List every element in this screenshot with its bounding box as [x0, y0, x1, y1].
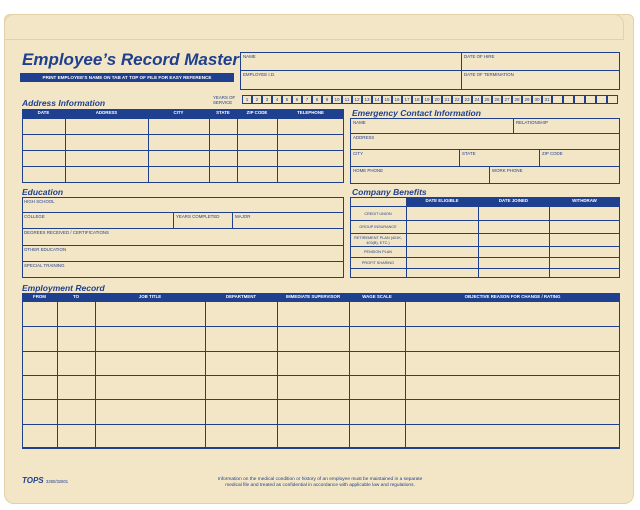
year-box-11[interactable]: 11	[342, 95, 352, 104]
benefits-section-title: Company Benefits	[352, 187, 427, 197]
address-col-city: CITY	[148, 109, 209, 118]
years-of-service-label: YEARS OF SERVICE	[213, 95, 236, 105]
tops-logo: TOPS	[22, 476, 44, 485]
confidentiality-notice: Information on the medical condition or history of an employee must be maintained in a separate medical file and treated as confidential in accordance with applicable law and regulations.	[217, 477, 423, 488]
benefits-col-date-eligible: DATE ELIGIBLE	[406, 197, 478, 206]
employment-row-line	[22, 351, 620, 352]
address-col-divider	[277, 109, 278, 183]
top-fields-box	[240, 52, 620, 90]
year-box-22[interactable]: 22	[452, 95, 462, 104]
employment-col-wage-scale: WAGE SCALE	[349, 293, 405, 302]
major-field[interactable]: MAJOR	[235, 214, 251, 219]
emergency-relationship-field[interactable]: RELATIONSHIP	[516, 120, 548, 125]
year-box-16[interactable]: 16	[392, 95, 402, 104]
address-col-zip-code: ZIP CODE	[237, 109, 277, 118]
model-number: 3280/32801	[46, 479, 69, 484]
benefits-row-line	[350, 206, 620, 207]
benefits-row-line	[350, 268, 620, 269]
year-box-4[interactable]: 4	[272, 95, 282, 104]
employment-col-objective-reason-for-change-rating: OBJECTIVE REASON FOR CHANGE / RATING	[405, 293, 620, 302]
form-title: Employee’s Record Master	[22, 50, 239, 69]
year-box-18[interactable]: 18	[412, 95, 422, 104]
year-box-20[interactable]: 20	[432, 95, 442, 104]
year-box-12[interactable]: 12	[352, 95, 362, 104]
employment-col-divider	[57, 293, 58, 448]
year-box-3[interactable]: 3	[262, 95, 272, 104]
emergency-address-field[interactable]: ADDRESS	[353, 135, 375, 140]
year-box-24[interactable]: 24	[472, 95, 482, 104]
year-box-blank[interactable]	[596, 95, 607, 104]
emergency-work-phone-field[interactable]: WORK PHONE	[492, 168, 523, 173]
year-box-blank[interactable]	[552, 95, 563, 104]
employment-row-line	[22, 375, 620, 376]
benefit-row-label: RETIREMENT PLAN (401K, 403(B), ETC.)	[354, 236, 402, 245]
year-box-6[interactable]: 6	[292, 95, 302, 104]
year-box-8[interactable]: 8	[312, 95, 322, 104]
emergency-state-field[interactable]: STATE	[462, 151, 476, 156]
employment-col-divider	[405, 293, 406, 448]
address-section-title: Address Information	[22, 98, 106, 108]
emergency-name-field[interactable]: NAME	[353, 120, 366, 125]
high-school-field[interactable]: HIGH SCHOOL	[24, 199, 55, 204]
benefits-col-date-joined: DATE JOINED	[478, 197, 549, 206]
benefits-col-divider	[478, 197, 479, 278]
employee-id-field[interactable]: EMPLOYEE I.D.	[243, 72, 276, 77]
special-training-field[interactable]: SPECIAL TRAINING	[24, 263, 65, 268]
address-row-line	[22, 134, 344, 135]
education-section-title: Education	[22, 187, 64, 197]
emergency-city-field[interactable]: CITY	[353, 151, 364, 156]
year-box-blank[interactable]	[585, 95, 596, 104]
college-field[interactable]: COLLEGE	[24, 214, 45, 219]
benefits-row-line	[350, 233, 620, 234]
benefit-row-label: CREDIT UNION	[364, 211, 392, 216]
degrees-field[interactable]: DEGREES RECEIVED / CERTIFICATIONS	[24, 230, 109, 235]
address-col-divider	[209, 109, 210, 183]
address-row-line	[22, 166, 344, 167]
employment-col-to: TO	[57, 293, 95, 302]
year-box-23[interactable]: 23	[462, 95, 472, 104]
address-col-divider	[237, 109, 238, 183]
benefits-row-line	[350, 257, 620, 258]
year-box-5[interactable]: 5	[282, 95, 292, 104]
employment-row-line	[22, 399, 620, 400]
year-box-blank[interactable]	[563, 95, 574, 104]
benefits-col-divider	[549, 197, 550, 278]
education-box	[22, 197, 344, 278]
employment-col-from: FROM	[22, 293, 57, 302]
year-box-29[interactable]: 29	[522, 95, 532, 104]
benefit-row-label: PENSION PLAN	[363, 250, 393, 255]
year-box-26[interactable]: 26	[492, 95, 502, 104]
years-completed-field[interactable]: YEARS COMPLETED	[176, 214, 220, 219]
year-box-10[interactable]: 10	[332, 95, 342, 104]
employment-col-divider	[277, 293, 278, 448]
address-col-telephone: TELEPHONE	[277, 109, 344, 118]
year-box-1[interactable]: 1	[242, 95, 252, 104]
address-col-divider	[148, 109, 149, 183]
year-box-25[interactable]: 25	[482, 95, 492, 104]
year-box-14[interactable]: 14	[372, 95, 382, 104]
date-of-termination-field[interactable]: DATE OF TERMINATION	[464, 72, 514, 77]
year-box-15[interactable]: 15	[382, 95, 392, 104]
employment-row-line	[22, 424, 620, 425]
employment-col-immediate-supervisor: IMMEDIATE SUPERVISOR	[277, 293, 349, 302]
benefits-row-line	[350, 246, 620, 247]
emergency-zip-field[interactable]: ZIP CODE	[542, 151, 563, 156]
address-row-line	[22, 150, 344, 151]
year-box-9[interactable]: 9	[322, 95, 332, 104]
address-col-divider	[65, 109, 66, 183]
employment-row-line	[22, 326, 620, 327]
folder-tab	[4, 14, 624, 40]
address-row-line	[22, 118, 344, 119]
benefits-col-withdraw: WITHDRAW	[549, 197, 620, 206]
year-box-31[interactable]: 31	[542, 95, 552, 104]
employment-table	[22, 293, 620, 448]
benefits-row-line	[350, 220, 620, 221]
address-table	[22, 109, 344, 183]
year-box-19[interactable]: 19	[422, 95, 432, 104]
benefits-col-divider	[406, 197, 407, 278]
employment-col-job-title: JOB TITLE	[95, 293, 205, 302]
year-box-27[interactable]: 27	[502, 95, 512, 104]
address-col-address: ADDRESS	[65, 109, 148, 118]
year-box-2[interactable]: 2	[252, 95, 262, 104]
year-box-blank[interactable]	[607, 95, 618, 104]
year-box-30[interactable]: 30	[532, 95, 542, 104]
name-field[interactable]: NAME	[243, 54, 256, 59]
other-education-field[interactable]: OTHER EDUCATION	[24, 247, 67, 252]
employment-col-divider	[95, 293, 96, 448]
employment-col-department: DEPARTMENT	[205, 293, 277, 302]
employment-row-line	[22, 448, 620, 449]
year-box-13[interactable]: 13	[362, 95, 372, 104]
benefit-row-label: PROFIT SHARING	[361, 261, 395, 266]
address-col-date: DATE	[22, 109, 65, 118]
address-col-state: STATE	[209, 109, 237, 118]
year-box-21[interactable]: 21	[442, 95, 452, 104]
emergency-home-phone-field[interactable]: HOME PHONE	[353, 168, 384, 173]
year-box-28[interactable]: 28	[512, 95, 522, 104]
emergency-section-title: Emergency Contact Information	[352, 108, 481, 118]
employment-section-title: Employment Record	[22, 283, 105, 293]
tab-instruction-banner: PRINT EMPLOYEE’S NAME ON TAB AT TOP OF FILE FOR EASY REFERENCE	[20, 73, 234, 82]
year-box-blank[interactable]	[574, 95, 585, 104]
employment-col-divider	[205, 293, 206, 448]
emergency-box	[350, 118, 620, 184]
year-box-7[interactable]: 7	[302, 95, 312, 104]
employment-col-divider	[349, 293, 350, 448]
date-of-hire-field[interactable]: DATE OF HIRE	[464, 54, 495, 59]
benefit-row-label: GROUP INSURANCE	[359, 225, 397, 230]
year-box-17[interactable]: 17	[402, 95, 412, 104]
